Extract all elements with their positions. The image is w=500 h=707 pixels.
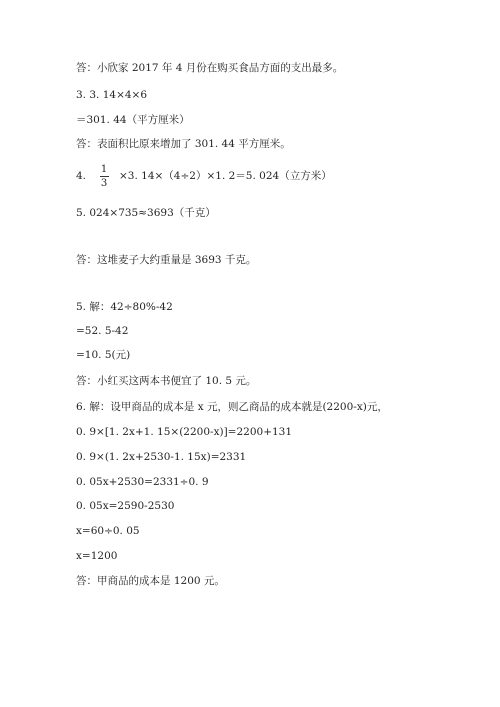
step-3-result: ＝301. 44（平方厘米） — [76, 114, 190, 126]
step-5-line-2: =52. 5-42 — [76, 325, 129, 337]
step-4-number: 4. — [76, 170, 87, 182]
fraction-one-third — [96, 164, 112, 189]
step-4-weight: 5. 024×735≈3693（千克） — [76, 207, 216, 219]
fraction-bar — [100, 176, 109, 177]
step-5-expression: 5. 解：42÷80%-42 — [76, 301, 173, 313]
step-3-expression: 3. 3. 14×4×6 — [76, 89, 148, 101]
step-6-line-2: 0. 9×(1. 2x+2530-1. 15x)=2331 — [76, 451, 247, 463]
step-6-result: x=1200 — [76, 550, 118, 562]
answer-line-wheat-weight: 答：这堆麦子大约重量是 3693 千克。 — [76, 254, 257, 266]
step-6-line-3: 0. 05x+2530=2331÷0. 9 — [76, 476, 209, 488]
answer-line-cost: 答：甲商品的成本是 1200 元。 — [76, 575, 225, 587]
step-6-setup: 6. 解：设甲商品的成本是 x 元，则乙商品的成本就是(2200-x)元， — [76, 401, 388, 413]
answer-line-books: 答：小红买这两本书便宜了 10. 5 元。 — [76, 375, 257, 387]
answer-line-surface-area: 答：表面积比原来增加了 301. 44 平方厘米。 — [76, 138, 291, 150]
answer-line-food-spending: 答：小欣家 2017 年 4 月份在购买食品方面的支出最多。 — [76, 62, 344, 74]
step-6-equation: 0. 9×[1. 2x+1. 15×(2200-x)]=2200+131 — [76, 426, 293, 438]
fraction-numerator: 1 — [100, 164, 108, 175]
step-4-expression: ×3. 14×（4÷2）×1. 2＝5. 024（立方米） — [119, 170, 332, 182]
fraction-denominator: 3 — [100, 178, 108, 189]
step-5-result: =10. 5(元) — [76, 349, 131, 361]
step-6-line-4: 0. 05x=2590-2530 — [76, 500, 175, 512]
step-6-line-5: x=60÷0. 05 — [76, 525, 140, 537]
